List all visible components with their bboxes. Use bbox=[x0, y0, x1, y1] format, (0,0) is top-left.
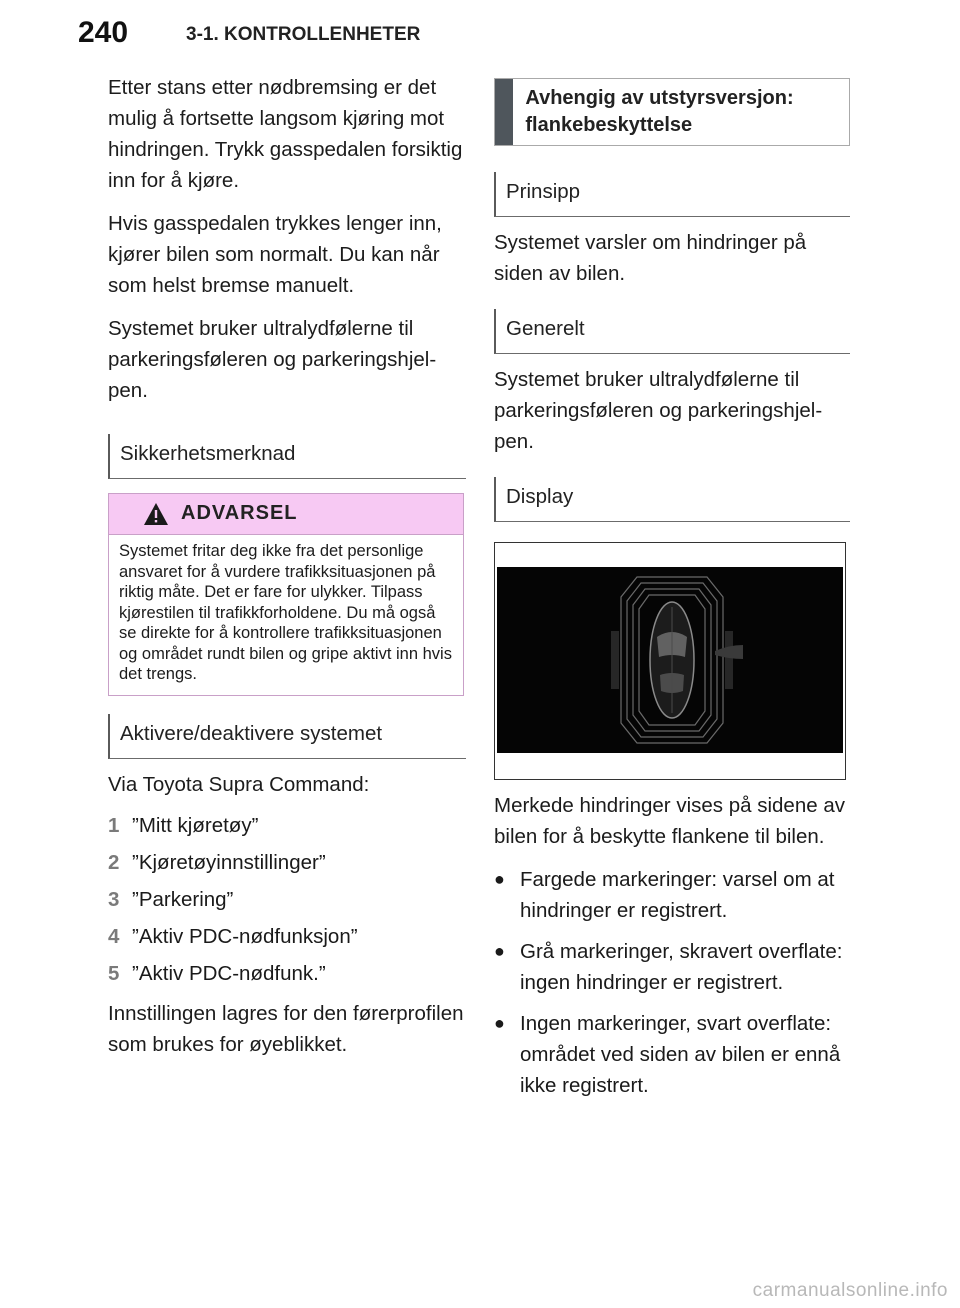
warning-label: ADVARSEL bbox=[181, 502, 298, 524]
box-title: Avhengig av utstyrsversjon: flankebeskyttelse bbox=[525, 87, 794, 136]
step-item bbox=[108, 960, 466, 988]
step-number: 5 bbox=[108, 961, 120, 985]
general-heading: Generelt bbox=[494, 309, 850, 354]
bullet-list bbox=[494, 864, 850, 1101]
right-column bbox=[494, 78, 850, 1111]
display-caption: Merkede hindringer vises på sidene av bilen for å beskytte flankene til bilen. bbox=[494, 794, 845, 848]
watermark: carmanualsonline.info bbox=[752, 1280, 948, 1301]
box-bar bbox=[495, 79, 513, 145]
safety-heading: Sikkerhetsmerknad bbox=[108, 434, 466, 479]
paragraph: Etter stans etter nødbremsing er det mulig å fortsette langsom kjøring mot hindringen. Trykk gasspedalen forsiktig inn for å kjøre. bbox=[108, 76, 463, 192]
left-column bbox=[108, 72, 466, 1072]
display-heading: Display bbox=[494, 477, 850, 522]
warning-box bbox=[108, 493, 464, 696]
bullet-icon: ● bbox=[494, 1013, 505, 1033]
bullet-item bbox=[494, 1008, 850, 1101]
step-number: 2 bbox=[108, 850, 120, 874]
general-text: Systemet bruker ultralydfølerne til parkeringsføleren og parkeringshjelpen. bbox=[494, 368, 823, 453]
warning-triangle-icon bbox=[143, 502, 169, 526]
equipment-box bbox=[494, 78, 850, 146]
bullet-text: Grå markeringer, skravert overflate: ingen hindringer er registrert. bbox=[520, 940, 843, 994]
bullet-icon: ● bbox=[494, 869, 505, 889]
bullet-item bbox=[494, 936, 850, 998]
principle-text: Systemet varsler om hindringer på siden av bilen. bbox=[494, 231, 807, 285]
step-item bbox=[108, 812, 466, 840]
paragraph: Systemet bruker ultralydfølerne til parkeringsføleren og parkeringshjelpen. bbox=[108, 317, 437, 402]
step-number: 4 bbox=[108, 924, 120, 948]
chapter-title: 3-1. KONTROLLENHETER bbox=[186, 24, 421, 45]
bullet-item bbox=[494, 864, 850, 926]
page-number: 240 bbox=[78, 16, 129, 49]
header bbox=[0, 0, 960, 60]
paragraph: Hvis gasspedalen trykkes lenger inn, kjører bilen som normalt. Du kan når som helst bremse manuelt. bbox=[108, 212, 442, 297]
step-item bbox=[108, 923, 466, 951]
step-text: ”Parkering” bbox=[132, 887, 234, 911]
activate-heading: Aktivere/deaktivere systemet bbox=[108, 714, 466, 759]
bullet-icon: ● bbox=[494, 941, 505, 961]
step-text: ”Mitt kjøretøy” bbox=[132, 813, 259, 837]
closing-paragraph: Innstillingen lagres for den førerprofilen som brukes for øyeblikket. bbox=[108, 1001, 464, 1056]
steps-list bbox=[108, 812, 466, 988]
step-text: ”Aktiv PDC-nødfunk.” bbox=[132, 961, 326, 985]
bullet-text: Fargede markeringer: varsel om at hindringer er registrert. bbox=[520, 868, 835, 922]
via-text: Via Toyota Supra Command: bbox=[108, 772, 370, 796]
car-sensor-display bbox=[497, 567, 843, 753]
step-item bbox=[108, 849, 466, 877]
bullet-text: Ingen markeringer, svart overflate: området ved siden av bilen er ennå ikke registrert. bbox=[520, 1012, 841, 1097]
display-image bbox=[494, 542, 846, 780]
step-text: ”Aktiv PDC-nødfunksjon” bbox=[132, 924, 358, 948]
warning-header bbox=[109, 494, 463, 535]
step-number: 1 bbox=[108, 813, 120, 837]
step-number: 3 bbox=[108, 887, 120, 911]
step-item bbox=[108, 886, 466, 914]
step-text: ”Kjøretøyinnstillinger” bbox=[132, 850, 326, 874]
principle-heading: Prinsipp bbox=[494, 172, 850, 217]
warning-text: Systemet fritar deg ikke fra det personlige ansvaret for å vurdere trafikksituasjonen på riktig måte. Det er fare for ulykker. Tilpass kjørestilen til trafikkforholdene. Du må også se direkte for å kontrollere trafikksituasjonen og området rundt bilen og gripe aktivt inn hvis det trengs. bbox=[119, 542, 452, 683]
